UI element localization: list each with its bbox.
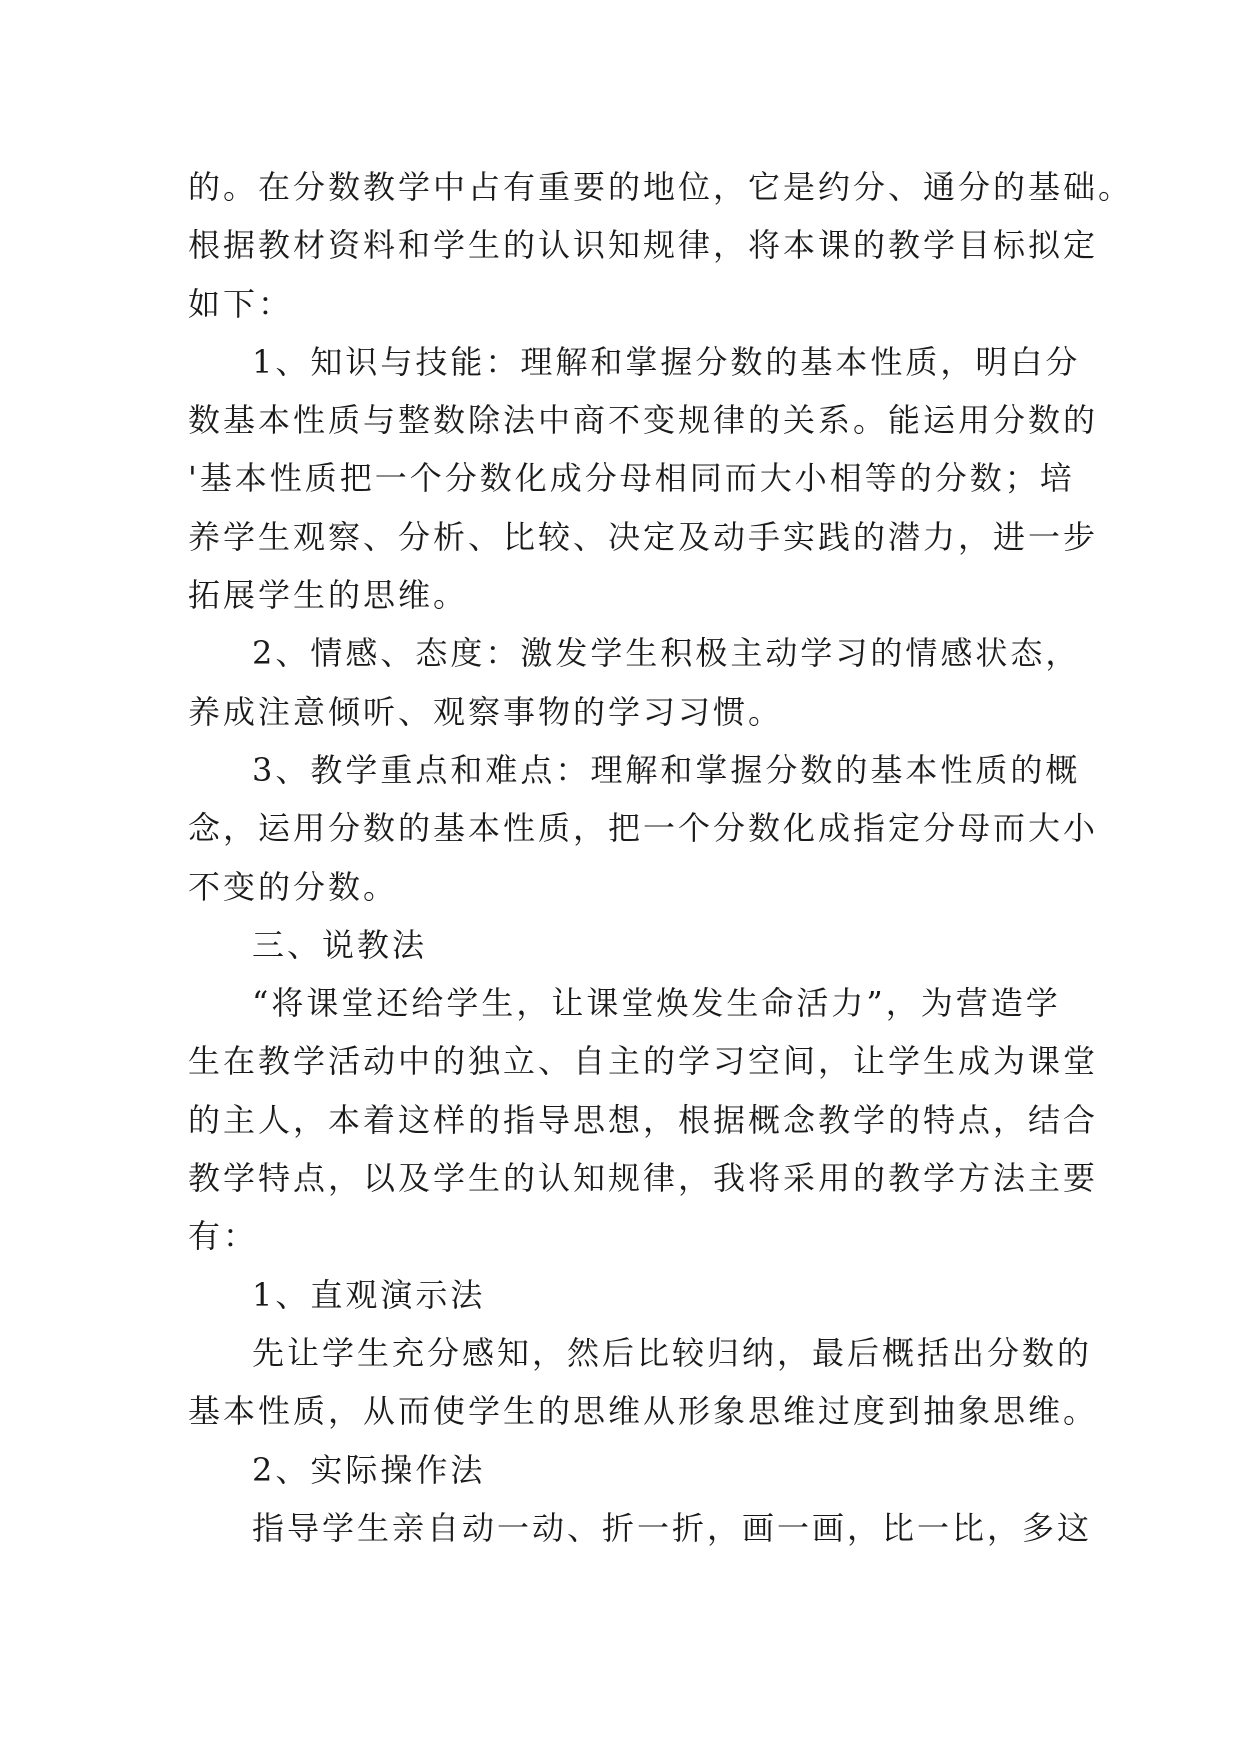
text-line: 三、说教法 xyxy=(252,925,428,964)
text-line: 养成注意倾听、观察事物的学习习惯。 xyxy=(188,692,784,731)
text-line: 的主人，本着这样的指导思想，根据概念教学的特点，结合 xyxy=(188,1100,1099,1139)
text-line: 拓展学生的思维。 xyxy=(188,576,469,615)
text-line: 基本性质，从而使学生的思维从形象思维过度到抽象思维。 xyxy=(188,1392,1099,1431)
text-line: 1、直观演示法 xyxy=(252,1275,486,1314)
text-line: 教学特点，以及学生的认知规律，我将采用的教学方法主要 xyxy=(188,1159,1099,1198)
text-line: 2、情感、态度：激发学生积极主动学习的情感状态， xyxy=(252,634,1081,673)
text-line: 1、知识与技能：理解和掌握分数的基本性质，明白分 xyxy=(252,342,1081,381)
text-line: 不变的分数。 xyxy=(188,867,399,906)
document-body xyxy=(188,158,1134,1557)
text-line: 生在教学活动中的独立、自主的学习空间，让学生成为课堂 xyxy=(188,1042,1099,1081)
text-line: 先让学生充分感知，然后比较归纳，最后概括出分数的 xyxy=(252,1333,1093,1372)
text-line: '基本性质把一个分数化成分母相同而大小相等的分数；培 xyxy=(188,459,1075,498)
text-line: 养学生观察、分析、比较、决定及动手实践的潜力，进一步 xyxy=(188,517,1099,556)
text-line: “将课堂还给学生，让课堂焕发生命活力”，为营造学 xyxy=(252,984,1061,1023)
text-line: 数基本性质与整数除法中商不变规律的关系。能运用分数的 xyxy=(188,401,1099,440)
text-line: 指导学生亲自动一动、折一折，画一画，比一比，多这 xyxy=(252,1508,1093,1547)
text-line: 2、实际操作法 xyxy=(252,1450,486,1489)
text-line: 如下： xyxy=(188,284,294,323)
text-line: 念，运用分数的基本性质，把一个分数化成指定分母而大小 xyxy=(188,809,1099,848)
text-line: 3、教学重点和难点：理解和掌握分数的基本性质的概 xyxy=(252,750,1081,789)
text-line: 根据教材资料和学生的认识知规律，将本课的教学目标拟定 xyxy=(188,226,1099,265)
text-line: 有： xyxy=(188,1217,259,1256)
text-line: 的。在分数教学中占有重要的地位，它是约分、通分的基础。 xyxy=(188,168,1134,206)
